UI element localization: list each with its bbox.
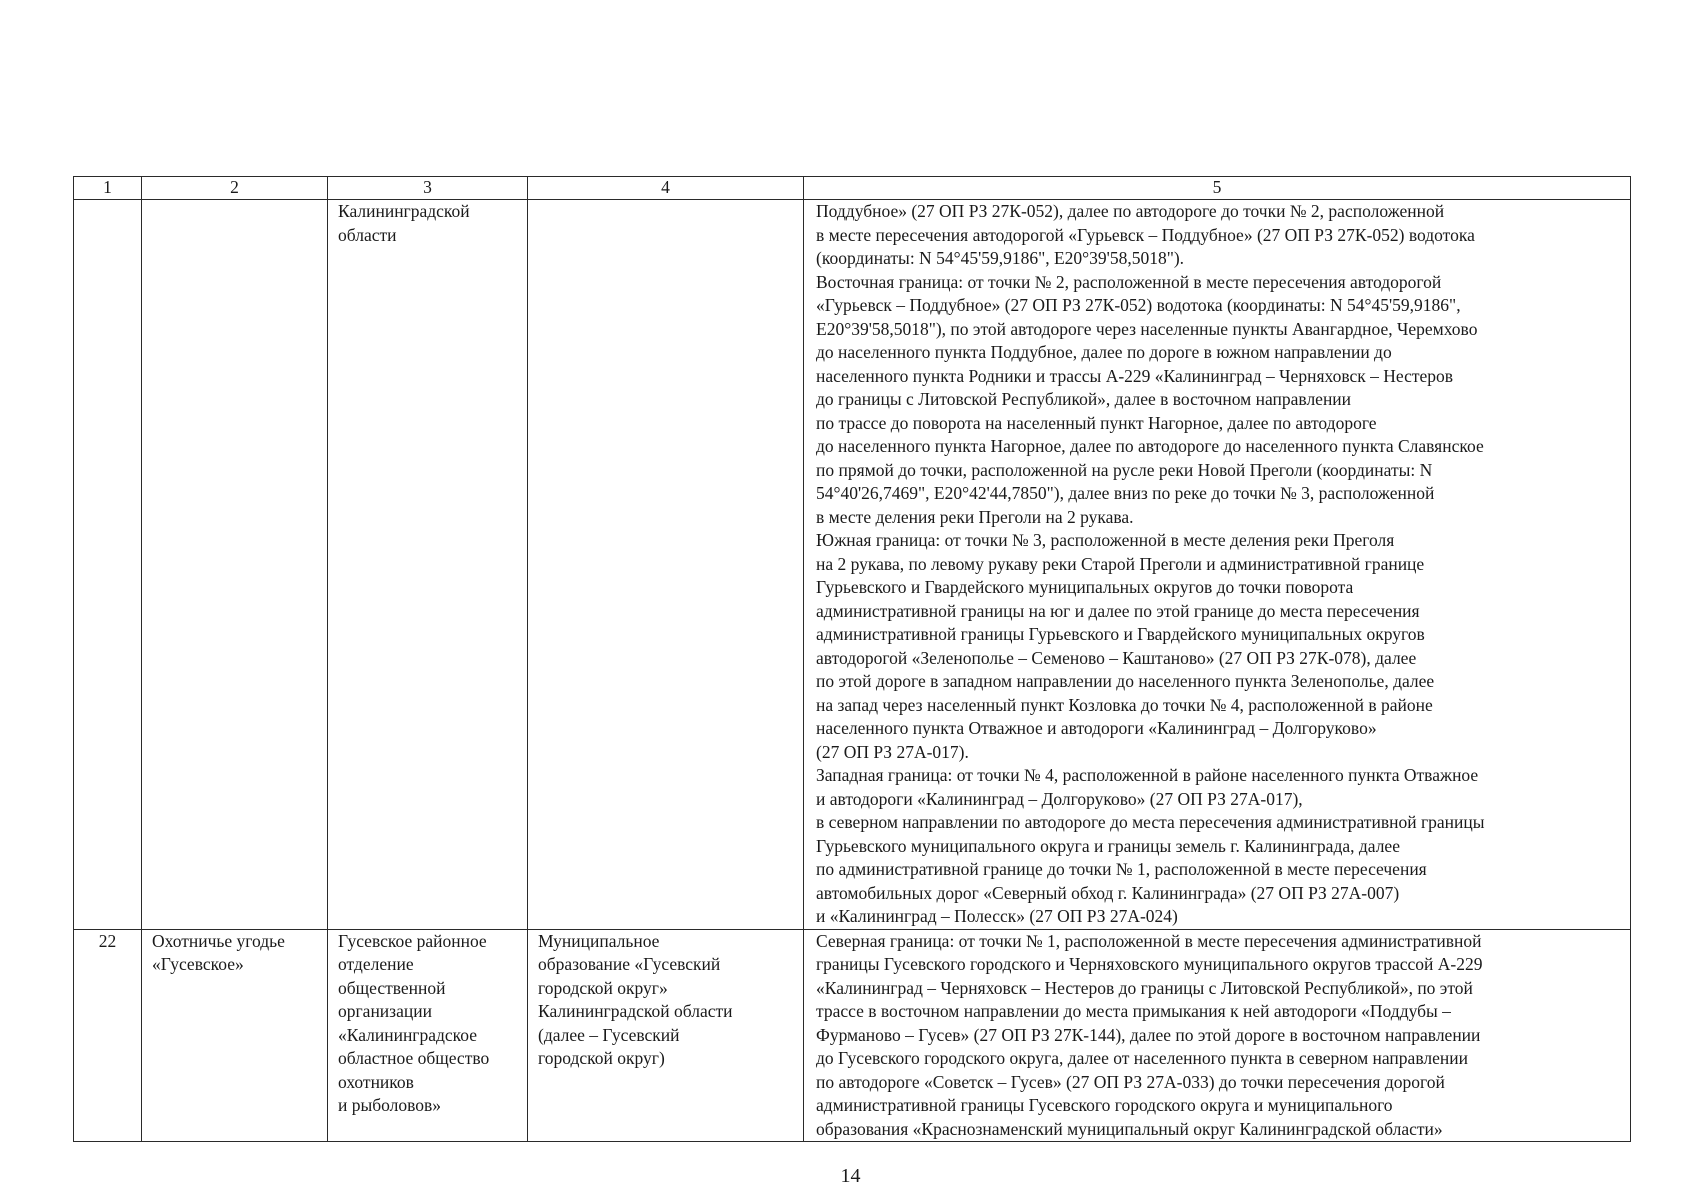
cell-text-line: и «Калининград – Полесск» (27 ОП РЗ 27А-024) [816,906,1178,926]
cell-text-line: организации [338,1001,432,1021]
cell-text-line: «Калининград – Черняховск – Нестеров до границы с Литовской Республикой», по этой [816,977,1473,998]
cell-text-line: Северная граница: от точки № 1, расположенной в месте пересечения административной [816,930,1482,951]
cell-text-line: по административной границе до точки № 1, расположенной в месте пересечения [816,859,1427,879]
row-number-cell [74,200,142,930]
boundary-description-cell [804,929,1631,1142]
cell-text-line: Калининградской области [538,1001,733,1021]
cell-text-line: Гурьевского и Гвардейского муниципальных округов до точки поворота [816,577,1354,597]
boundaries-table [73,176,1631,1142]
column-header-1: 1 [74,177,142,200]
column-header-5: 5 [804,177,1631,200]
cell-text-line: в северном направлении по автодороге до места пересечения административной границы [816,812,1485,832]
cell-text-line: населенного пункта Родники и трассы А-229 «Калининград – Черняховск – Нестеров [816,365,1454,386]
column-number-row [74,177,1631,200]
cell-text-line: Калининградской [338,201,470,221]
column-header-3: 3 [328,177,528,200]
cell-text-line: городской округ» [538,977,668,998]
cell-text-line: трассе в восточном направлении до места примыкания к ней автодороги «Поддубы – [816,1001,1451,1021]
cell-text-line: в месте пересечения автодорогой «Гурьевск – Поддубное» (27 ОП РЗ 27К-052) водотока [816,224,1475,245]
cell-text-line: области [338,224,397,245]
municipality-cell [528,200,804,930]
cell-text-line: общественной [338,977,446,998]
cell-text-line: до населенного пункта Нагорное, далее по автодороге до населенного пункта Славянское [816,436,1484,456]
cell-text-line: образования «Краснознаменский муниципальный округ Калининградской области» [816,1118,1443,1139]
cell-text-line: Охотничье угодье [152,930,285,951]
cell-text-line: (27 ОП РЗ 27А-017). [816,741,969,762]
cell-text-line: по автодороге «Советск – Гусев» (27 ОП РЗ 27А-033) до точки пересечения дорогой [816,1071,1445,1092]
cell-text-line: Гусевское районное [338,930,487,951]
cell-text-line: «Гусевское» [152,954,244,974]
cell-text-line: на 2 рукава, по левому рукаву реки Старой Преголи и административной границе [816,553,1425,574]
cell-text-line: «Калининградское [338,1024,478,1045]
municipality-cell [528,929,804,1142]
boundary-description-cell [804,200,1631,930]
cell-text-line: автодорогой «Зеленополье – Семеново – Каштаново» (27 ОП РЗ 27К-078), далее [816,647,1417,668]
cell-text-line: Гурьевского муниципального округа и границы земель г. Калининграда, далее [816,835,1400,856]
table-body [74,200,1631,1142]
hunting-ground-name-cell [142,200,328,930]
cell-text-line: и автодороги «Калининград – Долгоруково» (27 ОП РЗ 27А-017), [816,788,1303,809]
cell-text-line: Муниципальное [538,930,660,951]
cell-text-line: административной границы Гусевского городского округа и муниципального [816,1095,1393,1115]
cell-text-line: границы Гусевского городского и Черняховского муниципального округов трассой А-229 [816,954,1483,974]
cell-text-line: до Гусевского городского округа, далее от населенного пункта в северном направлении [816,1048,1468,1068]
cell-text-line: до границы с Литовской Республикой», далее в восточном направлении [816,389,1352,409]
hunting-user-cell [328,929,528,1142]
hunting-ground-name-cell [142,929,328,1142]
cell-text-line: областное общество [338,1048,490,1068]
table-row [74,200,1631,930]
cell-text-line: «Гурьевск – Поддубное» (27 ОП РЗ 27К-052) водотока (координаты: N 54°45'59,9186", [816,295,1461,315]
hunting-user-cell [328,200,528,930]
cell-text-line: населенного пункта Отважное и автодороги «Калининград – Долгоруково» [816,718,1377,738]
cell-text-line: Восточная граница: от точки № 2, расположенной в месте пересечения автодорогой [816,271,1442,292]
cell-text-line: 54°40'26,7469", E20°42'44,7850"), далее вниз по реке до точки № 3, расположенной [816,483,1435,503]
table-row [74,929,1631,1142]
cell-text-line: на запад через населенный пункт Козловка до точки № 4, расположенной в районе [816,694,1433,715]
cell-text-line: административной границы Гурьевского и Гвардейского муниципальных округов [816,624,1425,644]
cell-text-line: Западная граница: от точки № 4, расположенной в районе населенного пункта Отважное [816,765,1479,785]
cell-text-line: по этой дороге в западном направлении до населенного пункта Зеленополье, далее [816,671,1435,691]
cell-text-line: E20°39'58,5018"), по этой автодороге через населенные пункты Авангардное, Черемхово [816,318,1478,339]
cell-text-line: в месте деления реки Преголи на 2 рукава. [816,506,1134,527]
row-number-cell: 22 [74,929,142,1142]
cell-text-line: автомобильных дорог «Северный обход г. Калининграда» (27 ОП РЗ 27А-007) [816,882,1400,903]
cell-text-line: по трассе до поворота на населенный пункт Нагорное, далее по автодороге [816,412,1377,433]
cell-text-line: Южная граница: от точки № 3, расположенной в месте деления реки Преголя [816,530,1395,550]
cell-text-line: (далее – Гусевский [538,1024,680,1045]
cell-text-line: административной границы на юг и далее по этой границе до места пересечения [816,600,1420,621]
cell-text-line: Поддубное» (27 ОП РЗ 27К-052), далее по автодороге до точки № 2, расположенной [816,201,1445,221]
cell-text-line: и рыболовов» [338,1095,442,1115]
cell-text-line: по прямой до точки, расположенной на русле реки Новой Преголи (координаты: N [816,459,1433,480]
column-header-4: 4 [528,177,804,200]
cell-text-line: отделение [338,954,414,974]
cell-text-line: (координаты: N 54°45'59,9186", E20°39'58,5018"). [816,248,1185,268]
page-number: 14 [840,1165,861,1187]
cell-text-line: Фурманово – Гусев» (27 ОП РЗ 27К-144), далее по этой дороге в восточном направлении [816,1024,1481,1045]
cell-text-line: охотников [338,1071,414,1092]
column-header-2: 2 [142,177,328,200]
cell-text-line: до населенного пункта Поддубное, далее по дороге в южном направлении до [816,342,1392,362]
cell-text-line: городской округ) [538,1048,665,1068]
cell-text-line: образование «Гусевский [538,954,721,974]
